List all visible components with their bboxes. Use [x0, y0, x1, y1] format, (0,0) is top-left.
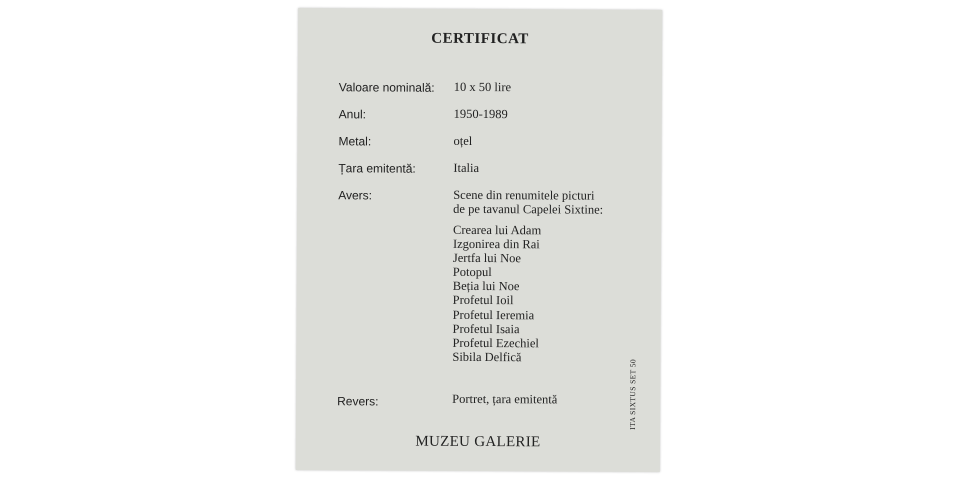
certificate-title: CERTIFICAT: [431, 30, 529, 48]
country-value: Italia: [453, 160, 480, 175]
scene-item: Profetul Ezechiel: [452, 335, 539, 351]
obverse-description-line2: de pe tavanul Capelei Sixtine:: [453, 201, 604, 217]
footer-text: MUZEU GALERIE: [415, 433, 541, 451]
side-code: ITA SIXTUS SET 50: [628, 358, 638, 430]
reverse-value: Portret, țara emitentă: [452, 391, 558, 407]
scene-item: Beția lui Noe: [452, 279, 520, 294]
metal-value: oțel: [453, 133, 473, 148]
scene-list: [452, 223, 541, 364]
scene-item: Profetul Ioil: [452, 293, 514, 308]
scene-item: Izgonirea din Rai: [452, 236, 540, 252]
year-label: Anul:: [338, 107, 367, 122]
face-value-label: Valoare nominală:: [338, 80, 435, 95]
metal-label: Metal:: [338, 134, 372, 149]
scene-item: Potopul: [452, 265, 492, 280]
face-value-value: 10 x 50 lire: [453, 79, 512, 95]
scene-item: Profetul Isaia: [452, 321, 520, 336]
year-value: 1950-1989: [453, 106, 508, 122]
certificate-card: [296, 8, 662, 472]
obverse-label: Avers:: [338, 188, 373, 203]
country-label: Țara emitentă:: [338, 161, 416, 176]
obverse-description-line1: Scene din renumitele picturi: [453, 187, 595, 203]
scene-item: Sibila Delfică: [452, 349, 522, 365]
scene-item: Jertfa lui Noe: [452, 251, 521, 266]
scene-item: Profetul Ieremia: [452, 307, 535, 322]
scene-item: Crearea lui Adam: [453, 222, 542, 238]
reverse-label: Revers:: [337, 394, 379, 409]
